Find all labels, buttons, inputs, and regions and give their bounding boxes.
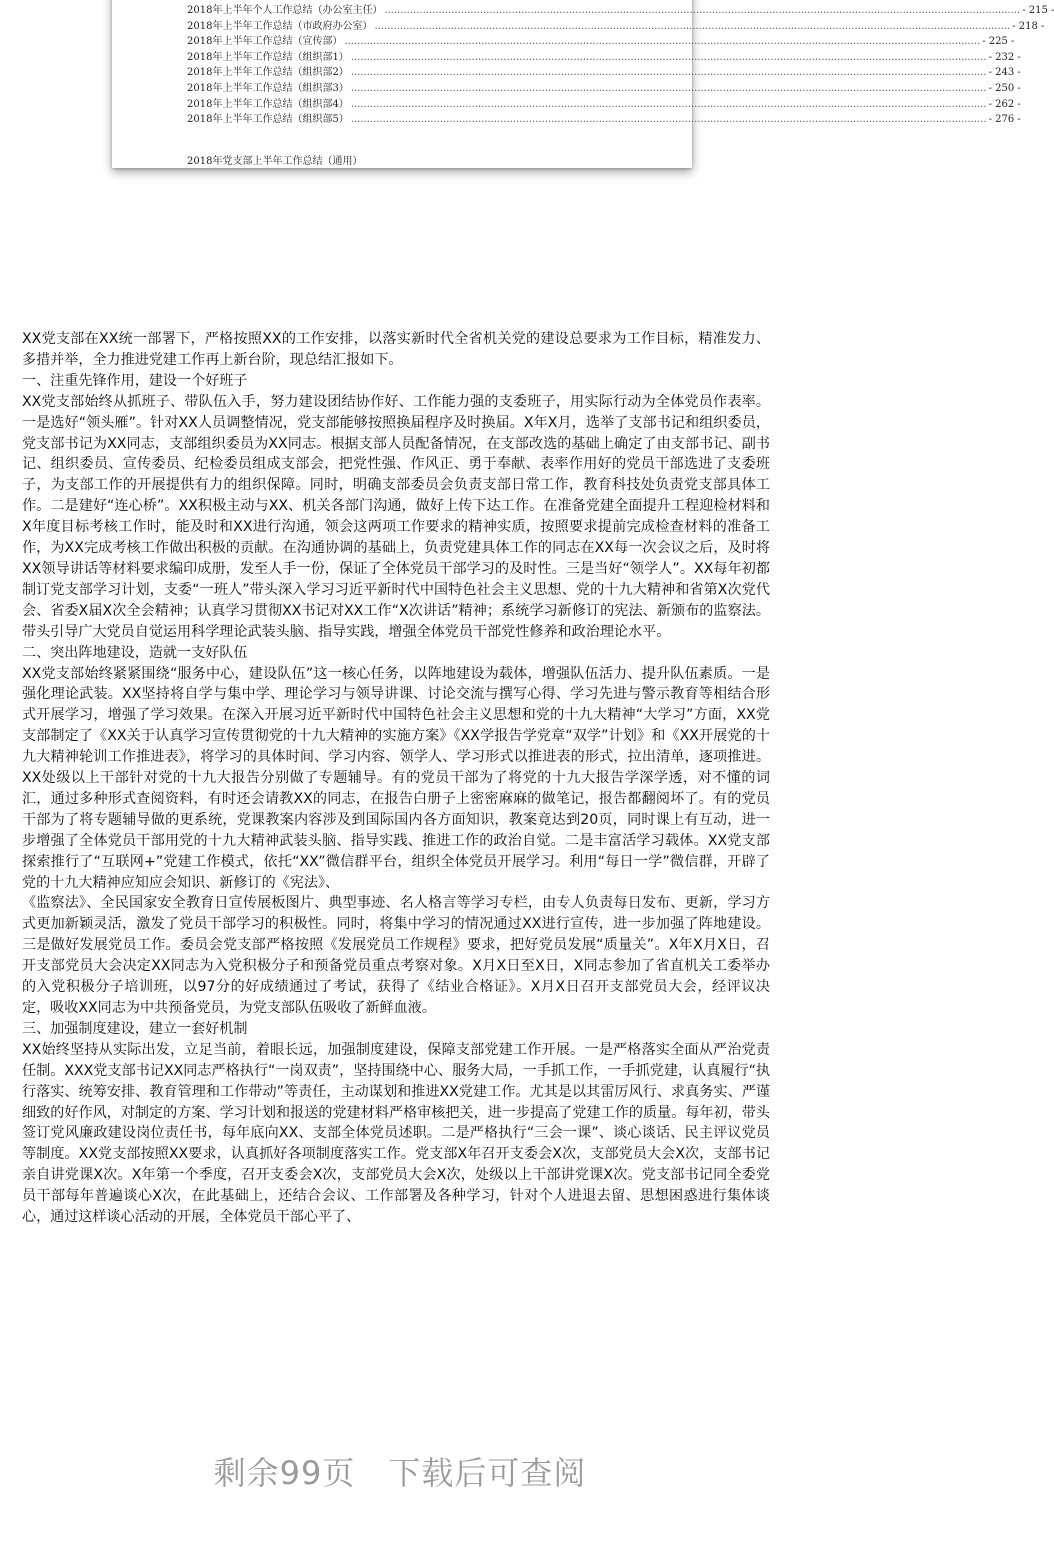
toc-leader-dots: ........................................................................................................................................................................................................ (344, 36, 981, 48)
toc-leader-dots: ........................................................................................................................................................................................................ (350, 98, 987, 110)
section-body-3: XX始终坚持从实际出发，立足当前，着眼长远，加强制度建设，保障支部党建工作开展。一是严格落实全面从严治党责任制。XXX党支部书记XX同志严格执行“一岗双责”，坚持围绕中心、服务大局，一手抓工作，一手抓党建，认真履行“执行落实、统筹安排、教育管理和工作带动”等责任，主动谋划和推进XX党建工作。尤其是以其雷厉风行、求真务实、严谨细致的好作风，对制定的方案、学习计划和报送的党建材料严格审核把关，进一步提高了党建工作的质量。每年初，带头签订党风廉政建设岗位责任书，每年底向XX、支部全体党员述职。二是严格执行“三会一课”、谈心谈话、民主评议党员等制度。XX党支部按照XX要求，认真抓好各项制度落实工作。党支部X年召开支委会X次，支部党员大会X次，支部书记亲自讲党课X次。X年第一个季度，召开支委会X次，支部党员大会X次，处级以上干部讲党课X次。党支部书记同全委党员干部每年普遍谈心X次，在此基础上，还结合会议、工作部署及各种学习，针对个人进退去留、思想困惑进行集体谈心，通过这样谈心活动的开展，全体党员干部心平了、 (22, 1041, 770, 1226)
toc-entry-page: - 262 - (988, 98, 1021, 110)
toc-entry-title: 2018年上半年工作总结（宣传部） (187, 36, 343, 48)
toc-entry-title: 2018年上半年工作总结（市政府办公室） (187, 20, 373, 32)
section-heading-1: 一、注重先锋作用，建设一个好班子 (22, 372, 248, 389)
toc-entry-title: 2018年上半年工作总结（组织部4） (187, 98, 349, 110)
toc-entry-title: 2018年上半年工作总结（组织部2） (187, 67, 349, 79)
section-body-2: XX党支部始终紧紧围绕“服务中心，建设队伍”这一核心任务，以阵地建设为载体，增强队伍活力、提升队伍素质。一是强化理论武装。XX坚持将自学与集中学、理论学习与领导讲课、讨论交流与撰写心得、学习先进与警示教育等相结合形式开展学习，增强了学习效果。在深入开展习近平新时代中国特色社会主义思想和党的十九大精神“大学习”方面，XX党支部制定了《XX关于认真学习宣传贯彻党的十九大精神的实施方案》《XX学报告学党章“双学”计划》和《XX开展党的十九大精神轮训工作推进表》，将学习的具体时间、学习内容、领学人、学习形式以推进表的形式，拉出清单，逐项推进。XX处级以上干部针对党的十九大报告分别做了专题辅导。有的党员干部为了将党的十九大报告学深学透，对不懂的词汇，通过多种形式查阅资料，有时还会请教XX的同志，在报告白册子上密密麻麻的做笔记，报告都翻阅坏了。有的党员干部为了将专题辅导做的更系统，党课教案内容涉及到国际国内各方面知识，教案竟达到20页，同时课上有互动，进一步增强了全体党员干部用党的十九大精神武装头脑、指导实践、推进工作的政治自觉。二是丰富活学习载体。XX党支部探索推行了“互联网+”党建工作模式，依托“XX”微信群平台，组织全体党员开展学习。利用“每日一学”微信群，开辟了党的十九大精神应知应会知识、新修订的《宪法》、 (22, 665, 770, 891)
toc-entry[interactable] (187, 32, 1015, 48)
toc-entry-page: - 276 - (988, 114, 1021, 126)
toc-leader-dots: ........................................................................................................................................................................................................ (350, 82, 987, 94)
toc-entry-title: 2018年上半年工作总结（组织部5） (187, 114, 349, 126)
toc-entry-title: 2018年上半年工作总结（组织部3） (187, 82, 349, 94)
section-body-2-continued: 《监察法》、全民国家安全教育日宣传展板图片、典型事迹、名人格言等学习专栏，由专人负责每日发布、更新，学习方式更加新颖灵活，激发了党员干部学习的积极性。同时，将集中学习的情况通过XX进行宣传，进一步加强了阵地建设。三是做好发展党员工作。委员会党支部严格按照《发展党员工作规程》要求，把好党员发展“质量关”。X年X月X日，召开支部党员大会决定XX同志为入党积极分子和预备党员重点考察对象。X月X日至X日，X同志参加了省直机关工委举办的入党积极分子培训班，以97分的好成绩通过了考试，获得了《结业合格证》。X月X日召开支部党员大会，经评议决定，吸收XX同志为中共预备党员，为党支部队伍吸收了新鲜血液。 (22, 895, 770, 1016)
toc-entry-page: - 215 - (1022, 5, 1054, 16)
toc-leader-dots: ........................................................................................................................................................................................................ (350, 67, 987, 79)
toc-entry[interactable] (187, 1, 1054, 17)
section-body-1: XX党支部始终从抓班子、带队伍入手，努力建设团结协作好、工作能力强的支委班子，用实际行动为全体党员作表率。一是选好“领头雁”。针对XX人员调整情况，党支部能够按照换届程序及时换届。X年X月，选举了支部书记和组织委员，党支部书记为XX同志，支部组织委员为XX同志。根据支部人员配备情况，在支部改选的基础上确定了由支部书记、副书记、组织委员、宣传委员、纪检委员组成支部会，把党性强、作风正、勇于奉献、表率作用好的党员干部选进了支委班子，为支部工作的开展提供有力的组织保障。同时，明确支部委员会负责支部日常工作，教育科技处负责党支部具体工作。二是建好“连心桥”。XX积极主动与XX、机关各部门沟通，做好上传下达工作。在准备党建全面提升工程迎检材料和X年度目标考核工作时，能及时和XX进行沟通，领会这两项工作要求的精神实质，按照要求提前完成检查材料的准备工作，为XX完成考核工作做出积极的贡献。在沟通协调的基础上，负责党建具体工作的同志在XX每一次会议之后，及时将XX领导讲话等材料要求编印成册，发至人手一份，保证了全体党员干部学习的及时性。三是当好“领学人”。XX每年初都制订党支部学习计划，支委“一班人”带头深入学习习近平新时代中国特色社会主义思想、党的十九大精神和省第X次党代会、省委X届X次全会精神；认真学习贯彻XX书记对XX工作“X次讲话”精神；系统学习新修订的宪法、新颁布的监察法。带头引导广大党员自觉运用科学理论武装头脑、指导实践，增强全体党员干部党性修养和政治理论水平。 (22, 393, 770, 640)
intro-paragraph: XX党支部在XX统一部署下，严格按照XX的工作安排，以落实新时代全省机关党的建设总要求为工作目标，精准发力、多措并举，全力推进党建工作再上新台阶，现总结汇报如下。 (22, 331, 770, 368)
toc-entry[interactable] (187, 110, 1021, 126)
document-body (22, 329, 770, 1228)
toc-entry-page: - 250 - (988, 82, 1021, 94)
toc-entry-page: - 218 - (1012, 20, 1045, 32)
section-heading-3: 三、加强制度建设，建立一套好机制 (22, 1020, 248, 1037)
toc-entry[interactable] (187, 48, 1021, 64)
toc-entry-title: 2018年上半年工作总结（组织部1） (187, 51, 349, 63)
toc-entry-title: 2018年上半年个人工作总结（办公室主任） (187, 5, 383, 16)
toc-leader-dots: ........................................................................................................................................................................................................ (374, 20, 1011, 32)
remaining-pages-banner[interactable]: 剩余99页 下载后可查阅 (213, 1454, 587, 1492)
toc-entry[interactable] (187, 63, 1021, 79)
toc-preview-card (112, 0, 1054, 168)
toc-list (187, 1, 1054, 126)
toc-leader-dots: ........................................................................................................................................................................................................ (350, 51, 987, 63)
toc-leader-dots: ........................................................................................................................................................................................................ (350, 114, 987, 126)
toc-leader-dots: ........................................................................................................................................................................................................ (384, 5, 1021, 16)
section-heading-2: 二、突出阵地建设，造就一支好队伍 (22, 644, 248, 661)
toc-entry[interactable] (187, 95, 1021, 111)
toc-entry-page: - 225 - (982, 36, 1015, 48)
toc-entry-page: - 232 - (988, 51, 1021, 63)
toc-entry[interactable] (187, 17, 1045, 33)
toc-entry[interactable] (187, 79, 1021, 95)
toc-footer-title: 2018年党支部上半年工作总结（通用） (187, 156, 363, 167)
toc-entry-page: - 243 - (988, 67, 1021, 79)
